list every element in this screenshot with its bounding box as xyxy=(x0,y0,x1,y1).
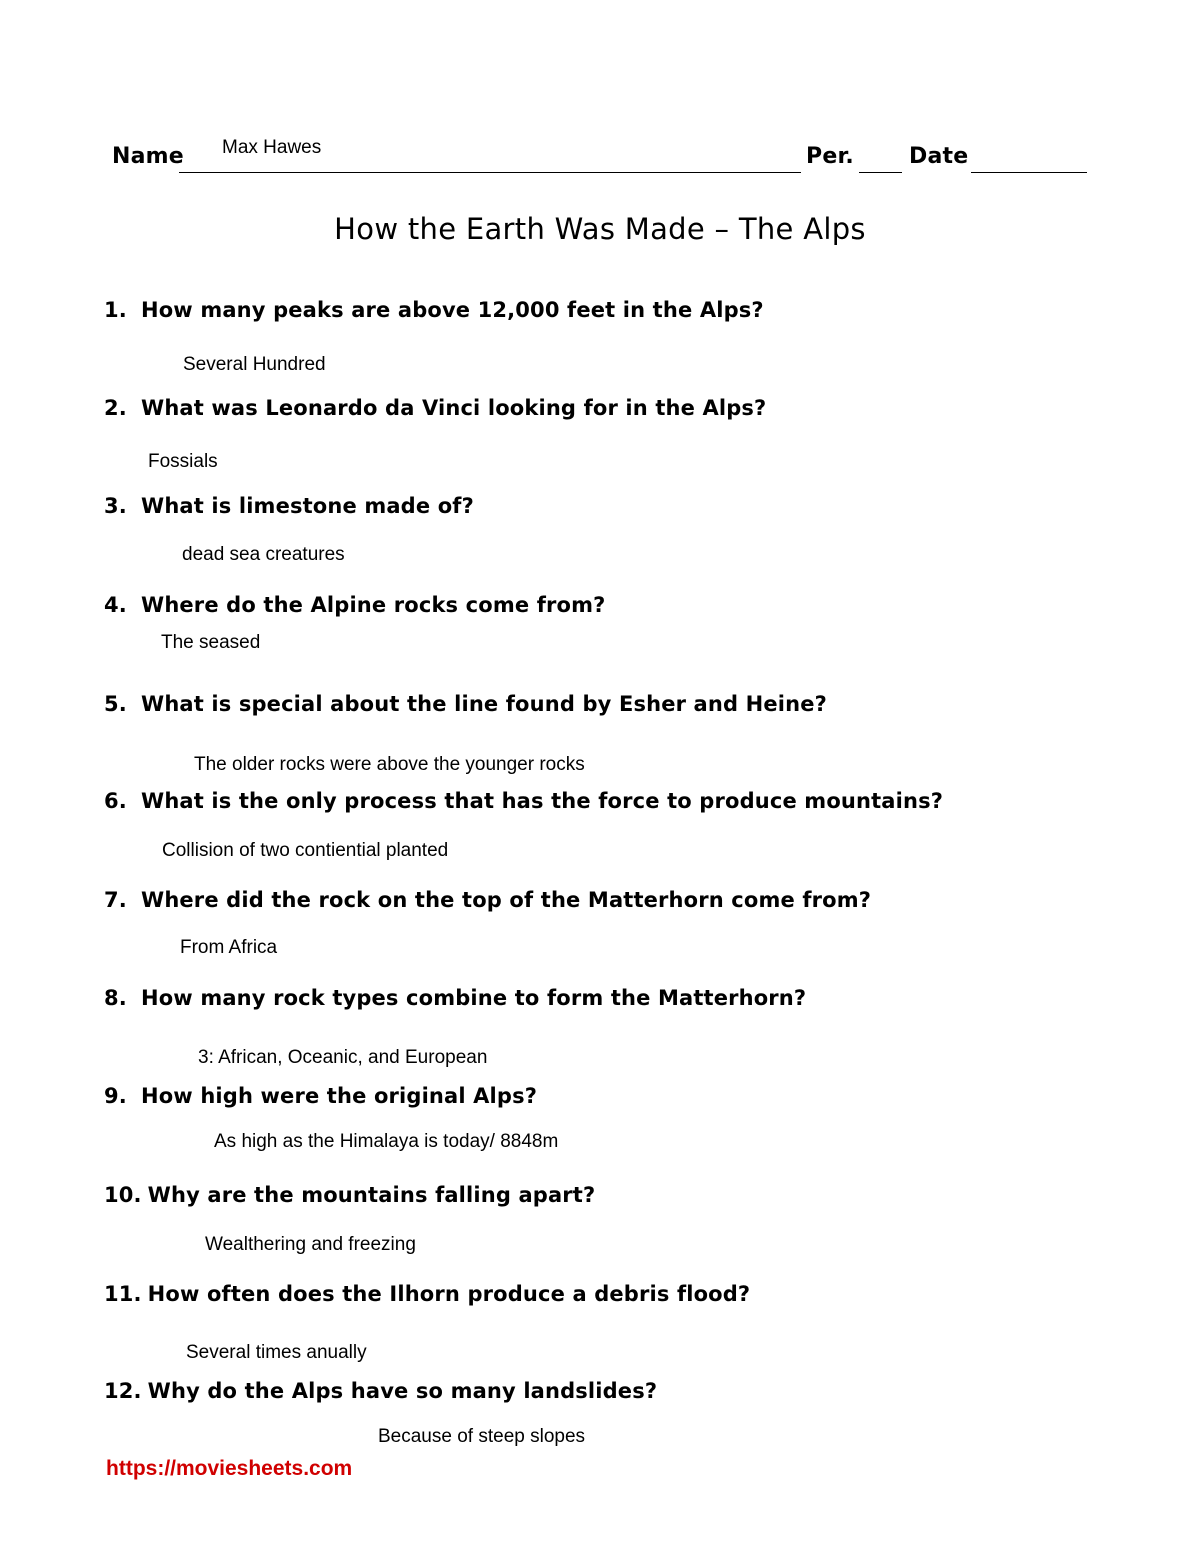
question-5 xyxy=(104,692,827,716)
question-text: What was Leonardo da Vinci looking for in the Alps? xyxy=(141,396,767,420)
worksheet-title: How the Earth Was Made – The Alps xyxy=(334,212,866,246)
question-text: How often does the Ilhorn produce a debris flood? xyxy=(147,1282,751,1306)
answer-6[interactable]: Collision of two contiential planted xyxy=(162,840,449,861)
question-10 xyxy=(104,1183,595,1207)
question-text: How many peaks are above 12,000 feet in the Alps? xyxy=(141,298,764,322)
date-line[interactable] xyxy=(971,172,1087,173)
answer-2[interactable]: Fossials xyxy=(148,451,218,472)
name-line xyxy=(179,172,801,173)
question-number: 9. xyxy=(104,1084,127,1108)
answer-5[interactable]: The older rocks were above the younger rocks xyxy=(194,754,585,775)
question-number: 11. xyxy=(104,1282,142,1306)
question-number: 12. xyxy=(104,1379,142,1403)
question-number: 6. xyxy=(104,789,127,813)
answer-8[interactable]: 3: African, Oceanic, and European xyxy=(198,1047,488,1068)
question-number: 7. xyxy=(104,888,127,912)
answer-10[interactable]: Wealthering and freezing xyxy=(205,1234,416,1255)
question-text: What is the only process that has the force to produce mountains? xyxy=(141,789,944,813)
period-line[interactable] xyxy=(859,172,902,173)
question-4 xyxy=(104,593,605,617)
question-text: Where do the Alpine rocks come from? xyxy=(141,593,606,617)
footer-link[interactable]: https://moviesheets.com xyxy=(106,1457,353,1480)
question-8 xyxy=(104,986,806,1010)
question-text: How high were the original Alps? xyxy=(141,1084,538,1108)
question-number: 4. xyxy=(104,593,127,617)
answer-9[interactable]: As high as the Himalaya is today/ 8848m xyxy=(214,1131,559,1152)
question-number: 3. xyxy=(104,494,127,518)
answer-3[interactable]: dead sea creatures xyxy=(182,544,345,565)
question-text: What is special about the line found by Esher and Heine? xyxy=(141,692,827,716)
question-text: What is limestone made of? xyxy=(141,494,474,518)
question-7 xyxy=(104,888,871,912)
question-number: 5. xyxy=(104,692,127,716)
answer-11[interactable]: Several times anually xyxy=(186,1342,367,1363)
question-2 xyxy=(104,396,766,420)
period-label: Per. xyxy=(806,144,854,169)
answer-7[interactable]: From Africa xyxy=(180,937,278,958)
question-text: Why do the Alps have so many landslides? xyxy=(147,1379,658,1403)
question-number: 8. xyxy=(104,986,127,1010)
question-1 xyxy=(104,298,764,322)
question-number: 1. xyxy=(104,298,127,322)
name-value[interactable]: Max Hawes xyxy=(222,137,322,158)
name-label: Name xyxy=(112,144,184,169)
answer-12[interactable]: Because of steep slopes xyxy=(378,1426,586,1447)
question-number: 10. xyxy=(104,1183,142,1207)
question-12 xyxy=(104,1379,657,1403)
date-label: Date xyxy=(909,144,969,169)
question-3 xyxy=(104,494,474,518)
answer-4[interactable]: The seased xyxy=(161,632,261,653)
question-text: Where did the rock on the top of the Matterhorn come from? xyxy=(141,888,872,912)
question-text: Why are the mountains falling apart? xyxy=(147,1183,596,1207)
question-text: How many rock types combine to form the Matterhorn? xyxy=(141,986,807,1010)
question-9 xyxy=(104,1084,537,1108)
question-6 xyxy=(104,789,943,813)
question-number: 2. xyxy=(104,396,127,420)
answer-1[interactable]: Several Hundred xyxy=(183,354,326,375)
question-11 xyxy=(104,1282,750,1306)
